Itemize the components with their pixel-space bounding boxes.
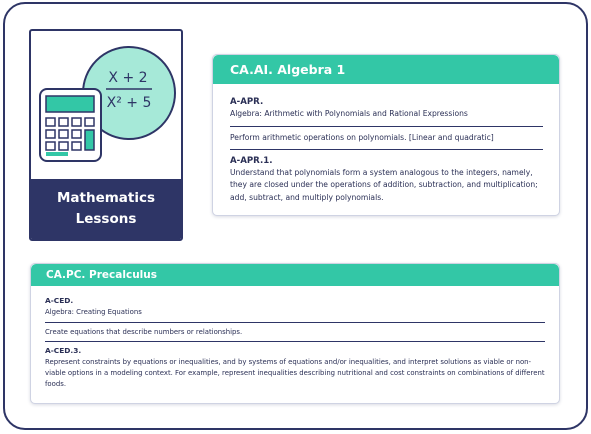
- formula-numerator: X + 2: [108, 70, 148, 86]
- lesson-label-line1: Mathematics: [56, 190, 156, 206]
- algebra-standards-card: [212, 54, 560, 216]
- standard-cluster: Perform arithmetic operations on polynomials. [Linear and quadratic]: [230, 132, 494, 142]
- divider: [45, 322, 545, 323]
- divider: [45, 341, 545, 342]
- precalculus-standards-card: [30, 263, 560, 404]
- precalculus-card-body: [31, 286, 559, 390]
- standard-description: Represent constraints by equations or inequalities, and by systems of equations and/or inequalities, and interpret solutions as viable or non-viable options in a modeling context. For example, represent inequalities describing nutritional and cost constraints on combinations of different foods.: [45, 358, 545, 388]
- standard-code: A-CED.3.: [45, 346, 82, 356]
- divider: [230, 149, 543, 150]
- math-illustration: [31, 31, 181, 179]
- standard-cluster: Create equations that describe numbers or relationships.: [45, 327, 243, 336]
- standard-subtitle: Algebra: Creating Equations: [45, 307, 142, 316]
- standard-code: A-CED.: [45, 296, 74, 305]
- algebra-card-title: CA.AI. Algebra 1: [213, 55, 559, 84]
- divider: [230, 126, 543, 127]
- mathematics-lessons-card[interactable]: [29, 29, 183, 241]
- algebra-card-body: [213, 84, 559, 204]
- standard-code: A-APR.1.: [230, 155, 273, 166]
- precalculus-card-title: CA.PC. Precalculus: [31, 264, 559, 286]
- lesson-label: [31, 179, 181, 239]
- standard-code: A-APR.: [230, 97, 264, 107]
- formula-denominator: X² + 5: [106, 95, 152, 111]
- calculator-icon: [40, 89, 101, 161]
- standard-description: Understand that polynomials form a system analogous to the integers, namely, they are closed under the operations of addition, subtraction, and multiplication; add, subtract, and multiply polynomials.: [230, 168, 538, 202]
- lesson-label-line2: Lessons: [75, 211, 137, 227]
- standard-subtitle: Algebra: Arithmetic with Polynomials and Rational Expressions: [230, 109, 468, 119]
